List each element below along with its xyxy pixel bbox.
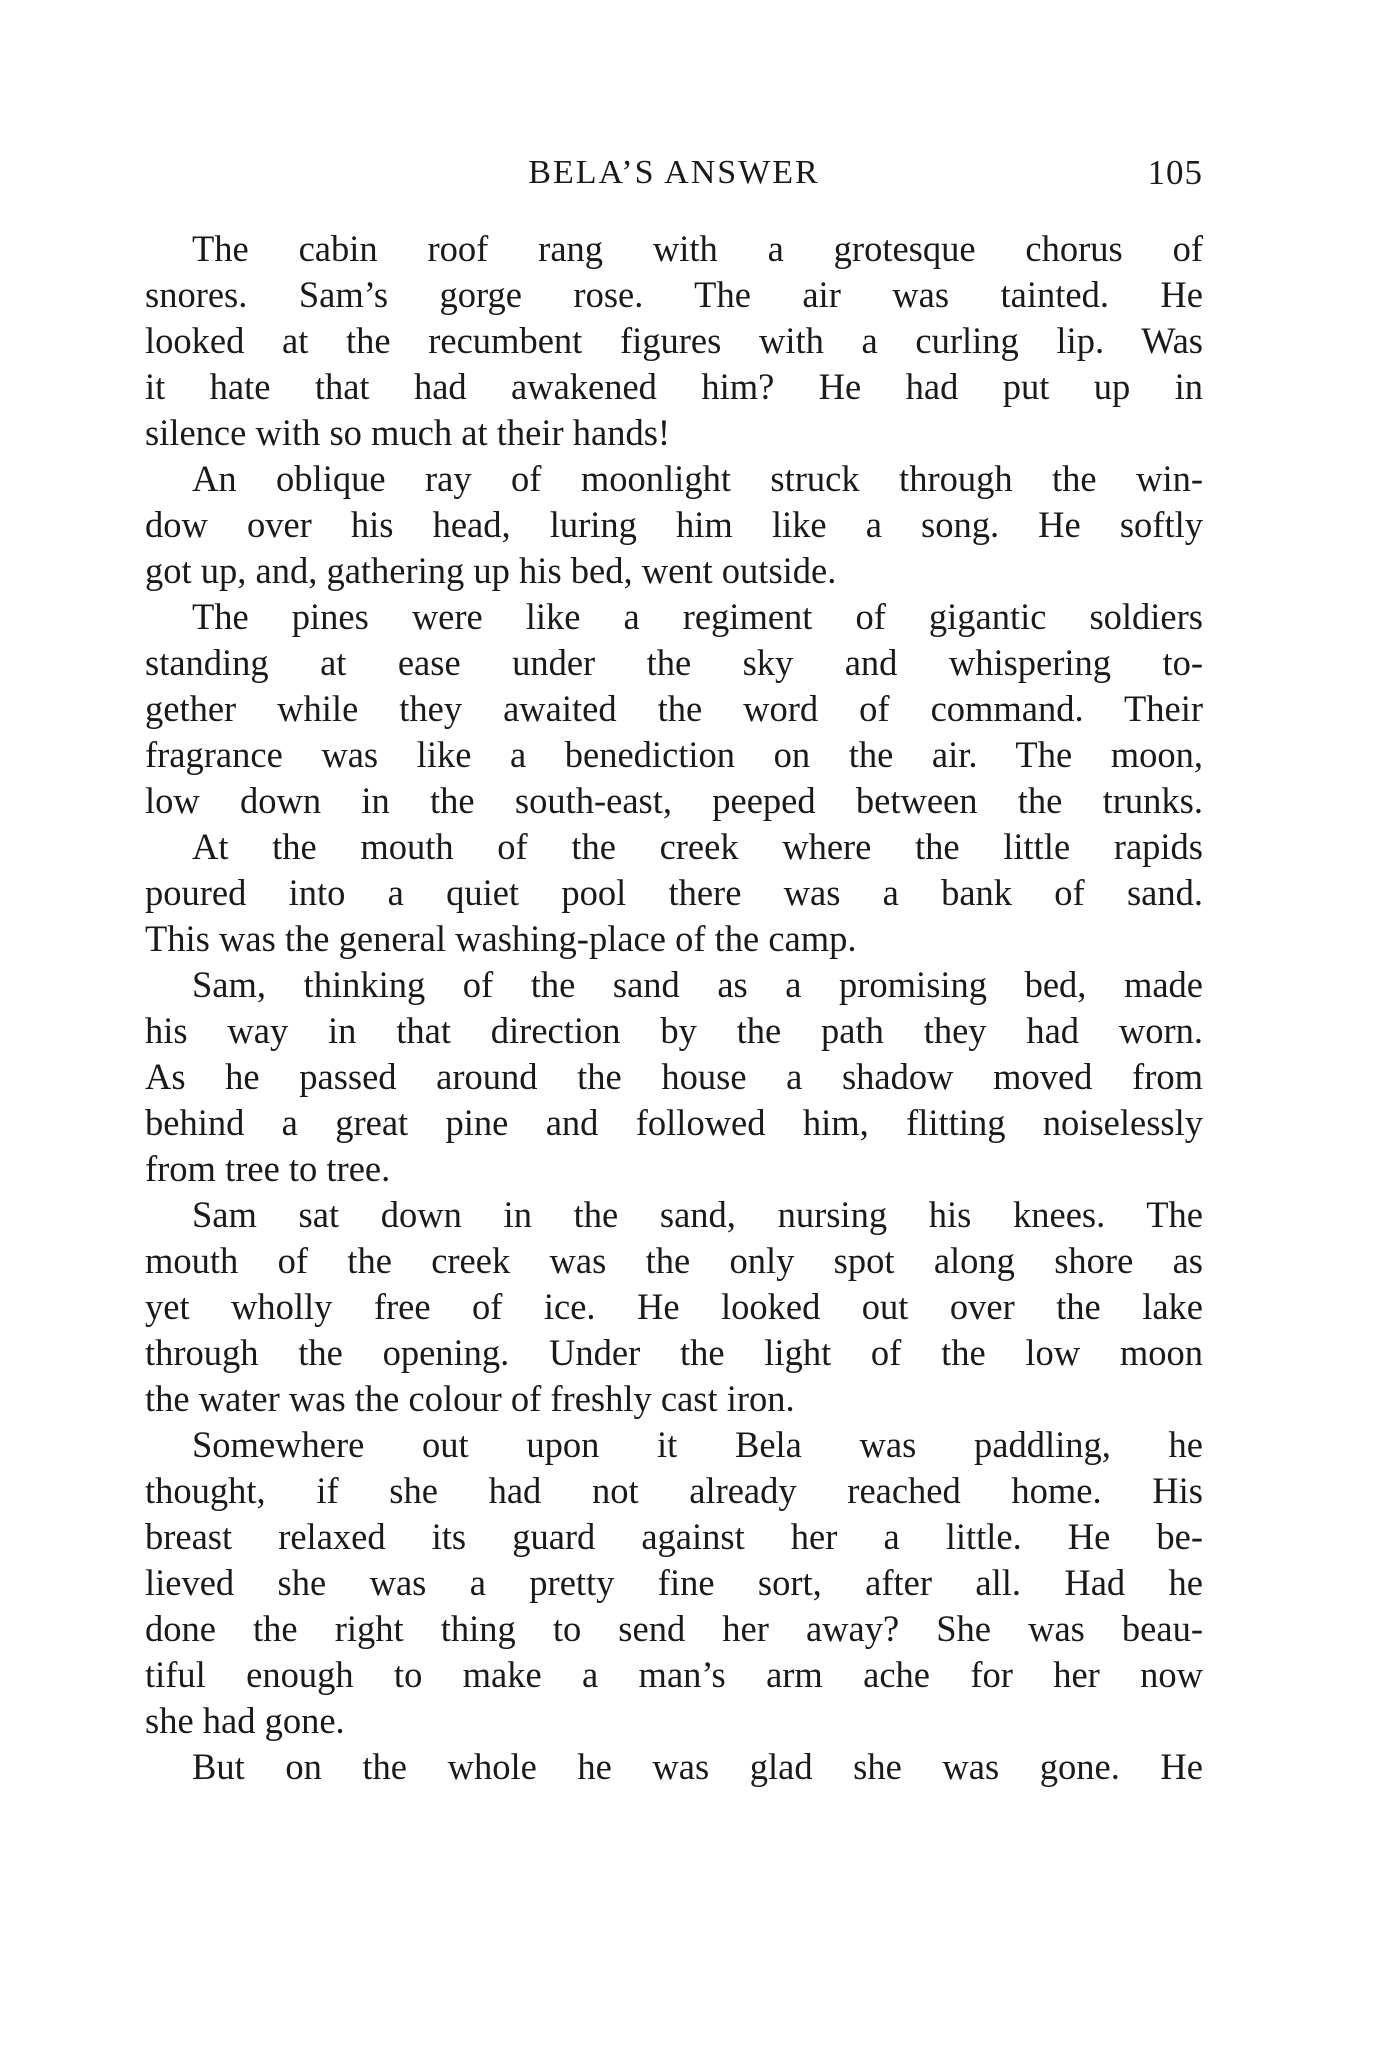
running-title: BELA’S ANSWER	[528, 154, 820, 191]
text-line: low down in the south-east, peeped between the trunks.	[145, 780, 1203, 821]
text-line: The cabin roof rang with a grotesque chorus of	[192, 228, 1203, 269]
text-line: got up, and, gathering up his bed, went outside.	[145, 550, 837, 591]
text-line: lieved she was a pretty fine sort, after all. Had he	[145, 1562, 1203, 1603]
text-line: This was the general washing-place of the camp.	[145, 918, 857, 959]
text-line: gether while they awaited the word of command. Their	[145, 688, 1203, 729]
text-line: As he passed around the house a shadow moved from	[145, 1056, 1203, 1097]
text-line: the water was the colour of freshly cast iron.	[145, 1378, 795, 1419]
text-line: silence with so much at their hands!	[145, 412, 671, 453]
text-line: dow over his head, luring him like a song. He softly	[145, 504, 1203, 545]
text-line: yet wholly free of ice. He looked out over the lake	[145, 1286, 1203, 1327]
text-line: standing at ease under the sky and whispering to-	[145, 642, 1203, 683]
text-line: behind a great pine and followed him, flitting noiselessly	[145, 1102, 1203, 1143]
text-line: The pines were like a regiment of gigantic soldiers	[192, 596, 1203, 637]
text-line: Sam, thinking of the sand as a promising bed, made	[192, 964, 1203, 1005]
text-line: looked at the recumbent figures with a curling lip. Was	[145, 320, 1203, 361]
text-line: fragrance was like a benediction on the air. The moon,	[145, 734, 1203, 775]
text-line: thought, if she had not already reached home. His	[145, 1470, 1203, 1511]
text-line: Sam sat down in the sand, nursing his knees. The	[192, 1194, 1203, 1235]
text-line: his way in that direction by the path they had worn.	[145, 1010, 1203, 1051]
text-line: At the mouth of the creek where the little rapids	[192, 826, 1203, 867]
text-line: An oblique ray of moonlight struck through the win-	[192, 458, 1203, 499]
text-line: snores. Sam’s gorge rose. The air was tainted. He	[145, 274, 1203, 315]
text-line: mouth of the creek was the only spot along shore as	[145, 1240, 1203, 1281]
text-line: she had gone.	[145, 1700, 345, 1741]
text-line: tiful enough to make a man’s arm ache for her now	[145, 1654, 1203, 1695]
text-line: breast relaxed its guard against her a little. He be-	[145, 1516, 1203, 1557]
text-line: it hate that had awakened him? He had put up in	[145, 366, 1203, 407]
text-line: poured into a quiet pool there was a bank of sand.	[145, 872, 1203, 913]
text-line: But on the whole he was glad she was gone. He	[192, 1746, 1203, 1787]
page-number: 105	[1147, 153, 1203, 192]
running-head	[145, 148, 1203, 198]
text-line: from tree to tree.	[145, 1148, 391, 1189]
text-line: Somewhere out upon it Bela was paddling, he	[192, 1424, 1203, 1465]
text-line: done the right thing to send her away? She was beau-	[145, 1608, 1203, 1649]
body-text	[145, 226, 1203, 1790]
text-line: through the opening. Under the light of the low moon	[145, 1332, 1203, 1373]
